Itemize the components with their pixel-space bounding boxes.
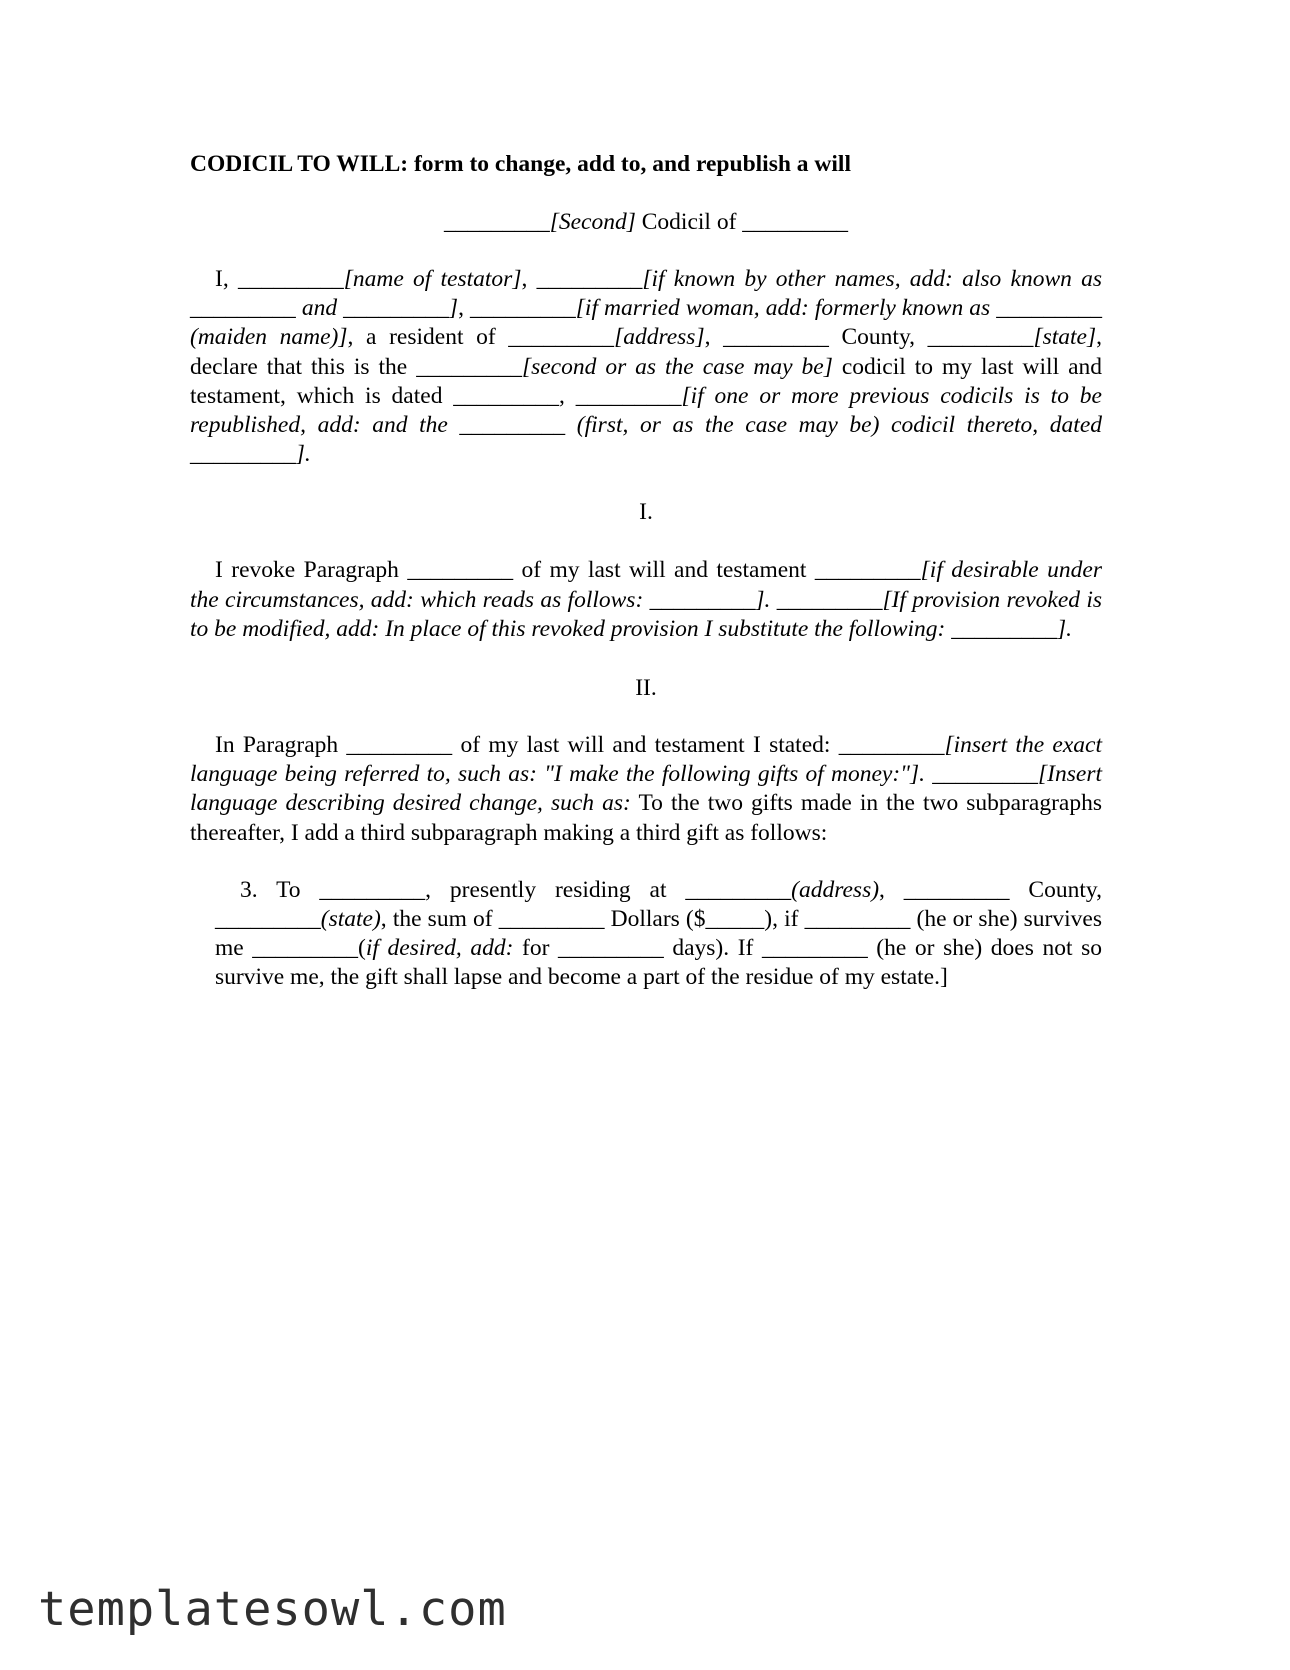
body-text: To the two gifts made in the two subparagraphs thereafter, I add a third subparagraph making a third gift as follows: bbox=[190, 790, 1102, 846]
section-numeral-1: I. bbox=[639, 499, 653, 526]
italic-instruction-text: [name of testator] bbox=[343, 266, 522, 292]
document-body bbox=[190, 148, 1102, 993]
body-text: I, _________ bbox=[215, 266, 344, 292]
body-text: , declare that this is the _________ bbox=[190, 324, 1102, 380]
italic-instruction-text: [if married woman, add: formerly known as _________ (maiden name)] bbox=[190, 295, 1103, 351]
body-text: , a resident of _________ bbox=[347, 324, 615, 351]
body-text: , _________ bbox=[521, 266, 643, 292]
body-text: , the sum of _________ Dollars ($_____), if _________ (he or she) survives me _________( bbox=[215, 906, 1102, 962]
subparagraph-3 bbox=[215, 876, 1102, 993]
body-text: In Paragraph _________ of my last will and testament I stated: _________ bbox=[215, 732, 945, 759]
body-text: I revoke Paragraph _________ of my last will and testament _________ bbox=[215, 557, 921, 584]
italic-instruction-text: [if known by other names, add: also known as _________ and _________] bbox=[190, 266, 1103, 322]
codicil-heading bbox=[190, 206, 1102, 238]
italic-instruction-text: [address] bbox=[614, 324, 705, 351]
body-text: , _________ County, _________ bbox=[215, 876, 1102, 933]
section-1-paragraph bbox=[190, 556, 1102, 644]
italic-instruction-text: [if one or more previous codicils is to be republished, add: and the _________ (first, or as the case may be) codicil thereto, dated _________]. bbox=[190, 382, 1102, 468]
codicil-ordinal: [Second] bbox=[549, 209, 636, 235]
italic-instruction-text: [second or as the case may be] bbox=[521, 353, 833, 380]
codicil-of-text: Codicil of bbox=[635, 209, 743, 235]
body-text: , _________ bbox=[458, 295, 576, 322]
italic-instruction-text: [insert the exact language being referred to, such as: "I make the following gifts of money:"]. _________[Insert language describing desired change, such as: bbox=[190, 732, 1102, 817]
body-text: , _________ County, _________ bbox=[704, 324, 1034, 351]
section-2-paragraph bbox=[190, 731, 1102, 848]
italic-instruction-text: [state] bbox=[1033, 324, 1097, 351]
body-text: codicil to my last will and testament, which is dated _________, _________ bbox=[190, 353, 1102, 409]
body-text: 3. To _________, presently residing at _________ bbox=[240, 876, 792, 903]
codicil-ordinal-blank: _________ bbox=[443, 209, 550, 235]
document-title: CODICIL TO WILL: form to change, add to, and republish a will bbox=[190, 151, 851, 177]
body-text: for _________ days). If _________ (he or she) does not so survive me, the gift shall lapse and become a part of the residue of my estate.] bbox=[215, 935, 1102, 991]
italic-instruction-text: if desired, add: bbox=[365, 935, 514, 962]
italic-instruction-text: (state) bbox=[320, 906, 381, 933]
testator-name-blank: _________ bbox=[742, 209, 849, 235]
section-numeral-2: II. bbox=[635, 675, 657, 702]
intro-paragraph bbox=[190, 265, 1102, 469]
watermark: templatesowl.com bbox=[38, 1582, 507, 1637]
italic-instruction-text: (address) bbox=[791, 876, 880, 903]
italic-instruction-text: [if desirable under the circumstances, add: which reads as follows: _________]. _________[If provision revoked is to be modified, add: In place of this revoked provision I substitute the following: _________]. bbox=[190, 557, 1102, 642]
